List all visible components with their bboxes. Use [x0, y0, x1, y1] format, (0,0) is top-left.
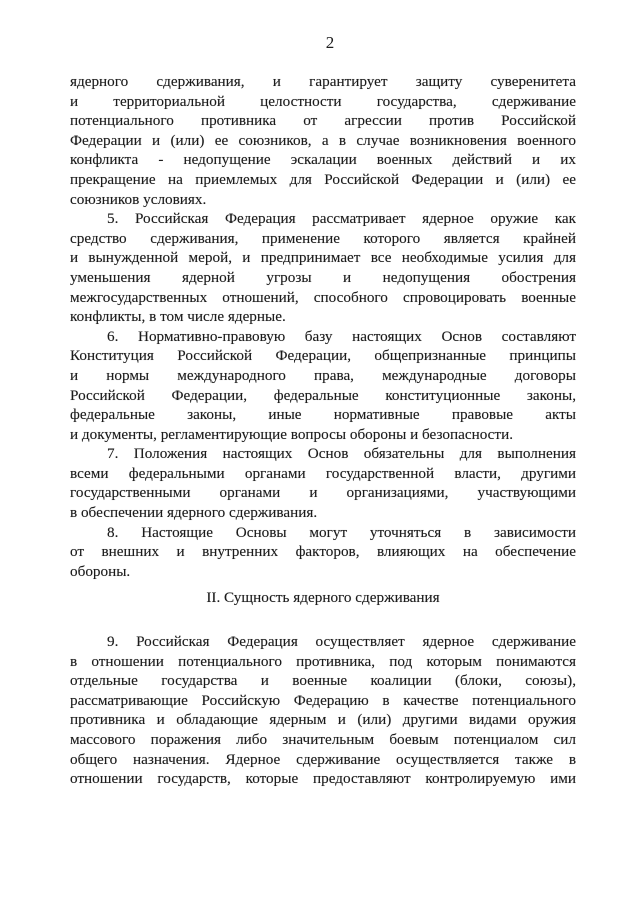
- text-line: ядерного сдерживания, и гарантирует защиту суверенитета: [70, 73, 576, 90]
- text-line: прекращение на приемлемых для Российской Федерации и (или) ее: [70, 170, 576, 188]
- text-line: от внешних и внутренних факторов, влияющих на обеспечение: [70, 543, 576, 561]
- text-line: всеми федеральными органами государственной власти, другими: [70, 464, 576, 482]
- text-line: уменьшения ядерной угрозы и недопущения обострения: [70, 268, 576, 286]
- text-line: потенциального противника от агрессии против Российской: [70, 112, 576, 130]
- section-heading: II. Сущность ядерного сдерживания: [206, 589, 440, 607]
- text-line: 9. Российская Федерация осуществляет ядерное сдерживание: [107, 633, 576, 651]
- paragraph: [70, 444, 576, 522]
- paragraph: [70, 72, 576, 209]
- document-body: [70, 72, 576, 789]
- text-line: рассматривающие Российскую Федерацию в качестве потенциального: [70, 691, 576, 709]
- text-line: 5. Российская Федерация рассматривает ядерное оружие как: [107, 210, 576, 228]
- text-line: Конституция Российской Федерации, общепризнанные принципы: [70, 347, 576, 365]
- text-line: и нормы международного права, международные договоры: [70, 366, 576, 384]
- paragraph: [70, 327, 576, 445]
- text-line: 6. Нормативно-правовую базу настоящих Основ составляют: [107, 327, 576, 345]
- paragraph: [70, 632, 576, 789]
- page-number: 2: [325, 33, 335, 52]
- text-line: и документы, регламентирующие вопросы обороны и безопасности.: [70, 425, 513, 443]
- text-line: 8. Настоящие Основы могут уточняться в зависимости: [107, 523, 576, 541]
- text-line: союзников условиях.: [70, 190, 207, 208]
- text-line: общего назначения. Ядерное сдерживание осуществляется также в: [70, 750, 576, 768]
- text-line: в отношении потенциального противника, под которым понимаются: [70, 652, 576, 670]
- text-line: обороны.: [70, 562, 131, 580]
- text-line: отдельные государства и военные коалиции (блоки, союзы),: [70, 672, 576, 690]
- text-line: противника и обладающие ядерным и (или) другими видами оружия: [70, 711, 576, 729]
- text-line: отношении государств, которые предоставляют контролируемую ими: [70, 770, 576, 788]
- text-line: конфликты, в том числе ядерные.: [70, 308, 286, 326]
- text-line: межгосударственных отношений, способного спровоцировать военные: [70, 288, 576, 306]
- paragraph: [70, 523, 576, 582]
- text-line: Российской Федерации, федеральные конституционные законы,: [70, 386, 576, 404]
- text-line: федеральные законы, иные нормативные правовые акты: [70, 406, 576, 424]
- text-line: в обеспечении ядерного сдерживания.: [70, 504, 318, 522]
- text-line: Федерации и (или) ее союзников, а в случае возникновения военного: [70, 131, 576, 149]
- text-line: конфликта - недопущение эскалации военных действий и их: [70, 151, 576, 169]
- paragraph: [70, 209, 576, 327]
- text-line: и вынужденной мерой, и предпринимает все необходимые усилия для: [70, 249, 576, 267]
- text-line: массового поражения либо значительным боевым потенциалом сил: [70, 731, 576, 748]
- text-line: средство сдерживания, применение которого является крайней: [70, 229, 576, 247]
- text-line: и территориальной целостности государства, сдерживание: [70, 92, 576, 110]
- text-line: государственными органами и организациями, участвующими: [70, 484, 576, 502]
- text-line: 7. Положения настоящих Основ обязательны для выполнения: [107, 445, 576, 463]
